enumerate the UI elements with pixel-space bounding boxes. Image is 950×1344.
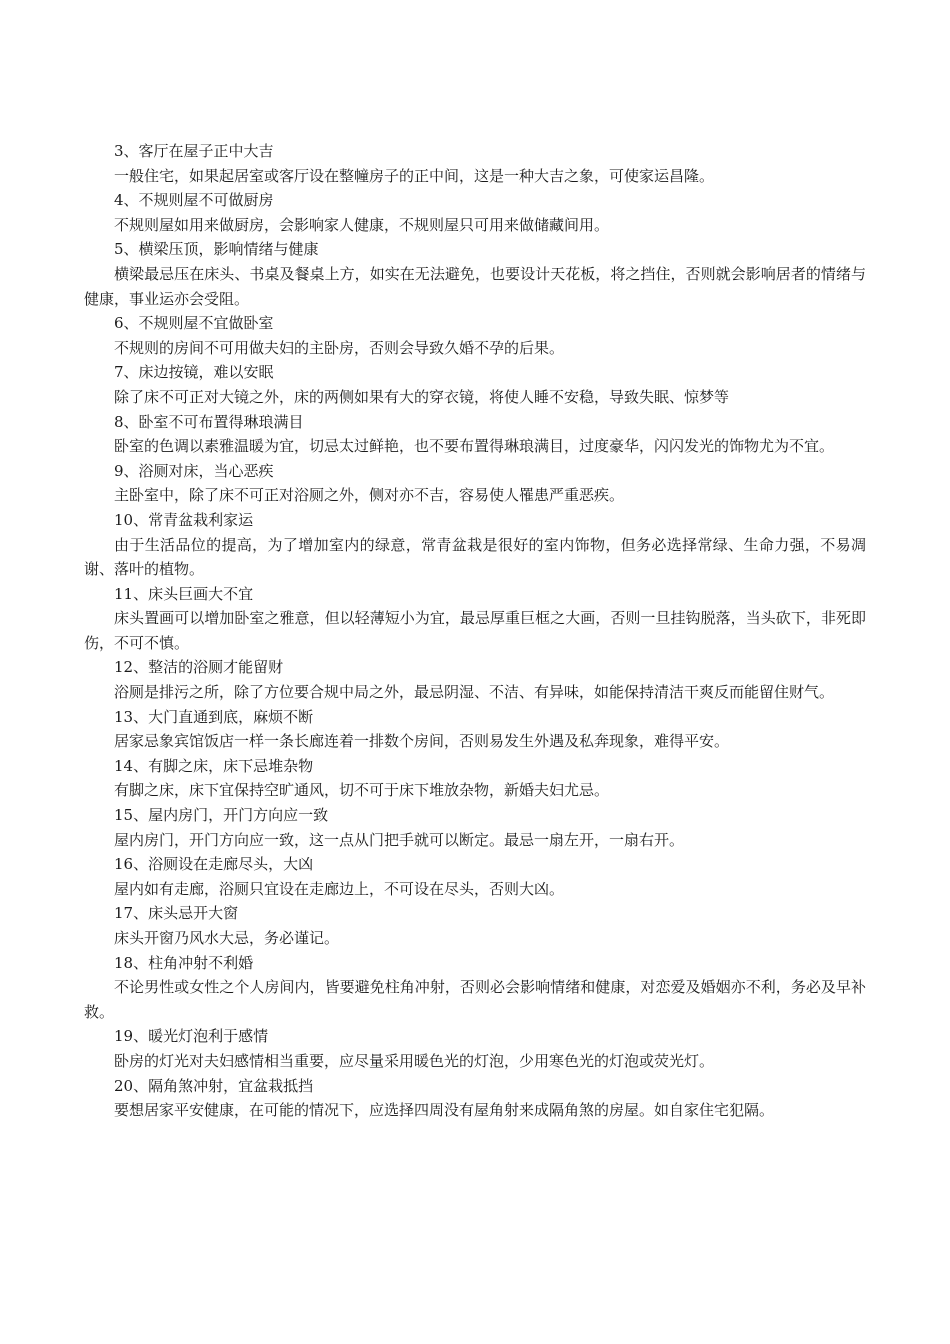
section-14-heading: 14、有脚之床，床下忌堆杂物 [114, 756, 314, 775]
section-5-body: 横梁最忌压在床头、书桌及餐桌上方，如实在无法避免，也要设计天花板，将之挡住，否则就会影响居者的情绪与健康，事业运亦会受阻。 [84, 264, 866, 308]
section-8-body: 卧室的色调以素雅温暖为宜，切忌太过鲜艳，也不要布置得琳琅满目，过度豪华，闪闪发光的饰物尤为不宜。 [114, 437, 835, 456]
section-11-body: 床头置画可以增加卧室之雅意，但以轻薄短小为宜，最忌厚重巨框之大画，否则一旦挂钩脱落，当头砍下，非死即伤，不可不慎。 [84, 609, 866, 652]
section-8-heading: 8、卧室不可布置得琳琅满目 [114, 412, 304, 431]
section-5-heading: 5、横梁压顶，影响情绪与健康 [114, 240, 319, 259]
section-11-heading: 11、床头巨画大不宜 [114, 584, 254, 603]
section-15-body: 屋内房门，开门方向应一致，这一点从门把手就可以断定。最忌一扇左开，一扇右开。 [114, 830, 685, 849]
section-3-heading: 3、客厅在屋子正中大吉 [114, 142, 274, 160]
document-page [84, 139, 866, 1123]
section-18-body: 不论男性或女性之个人房间内，皆要避免柱角冲射，否则必会影响情绪和健康，对恋爱及婚姻亦不利，务必及早补救。 [84, 978, 866, 1021]
section-19-heading: 19、暖光灯泡利于感情 [114, 1027, 269, 1046]
section-10-body: 由于生活品位的提高，为了增加室内的绿意，常青盆栽是很好的室内饰物，但务必选择常绿、生命力强，不易凋谢、落叶的植物。 [84, 535, 866, 579]
section-13-body: 居家忌象宾馆饭店一样一条长廊连着一排数个房间，否则易发生外遇及私奔现象，难得平安。 [114, 732, 730, 751]
section-20-heading: 20、隔角煞冲射，宜盆栽抵挡 [114, 1076, 314, 1095]
section-9-heading: 9、浴厕对床，当心恶疾 [114, 461, 274, 480]
section-14-body: 有脚之床，床下宜保持空旷通风，切不可于床下堆放杂物，新婚夫妇尤忌。 [114, 781, 610, 800]
section-19-body: 卧房的灯光对夫妇感情相当重要，应尽量采用暖色光的灯泡，少用寒色光的灯泡或荧光灯。 [114, 1051, 715, 1070]
section-13-heading: 13、大门直通到底，麻烦不断 [114, 707, 314, 726]
section-4-body: 不规则屋如用来做厨房，会影响家人健康，不规则屋只可用来做储藏间用。 [114, 215, 610, 234]
section-17-heading: 17、床头忌开大窗 [114, 904, 239, 923]
section-20-body: 要想居家平安健康，在可能的情况下，应选择四周没有屋角射来成隔角煞的房屋。如自家住宅犯隔。 [114, 1101, 775, 1120]
section-6-body: 不规则的房间不可用做夫妇的主卧房，否则会导致久婚不孕的后果。 [114, 338, 565, 357]
section-15-heading: 15、屋内房门，开门方向应一致 [114, 806, 329, 825]
section-16-heading: 16、浴厕设在走廊尽头，大凶 [114, 855, 314, 874]
section-10-heading: 10、常青盆栽利家运 [114, 510, 254, 529]
section-4-heading: 4、不规则屋不可做厨房 [114, 191, 274, 210]
section-3-body: 一般住宅，如果起居室或客厅设在整幢房子的正中间，这是一种大吉之象，可使家运昌隆。 [114, 166, 715, 185]
section-9-body: 主卧室中，除了床不可正对浴厕之外，侧对亦不吉，容易使人罹患严重恶疾。 [114, 486, 625, 505]
section-17-body: 床头开窗乃风水大忌，务必谨记。 [114, 929, 340, 947]
section-18-heading: 18、柱角冲射不利婚 [114, 953, 254, 972]
section-12-heading: 12、整洁的浴厕才能留财 [114, 658, 284, 677]
section-7-heading: 7、床边按镜，难以安眠 [114, 363, 274, 382]
section-16-body: 屋内如有走廊，浴厕只宜设在走廊边上，不可设在尽头，否则大凶。 [114, 879, 565, 898]
section-6-heading: 6、不规则屋不宜做卧室 [114, 314, 274, 333]
section-7-body: 除了床不可正对大镜之外，床的两侧如果有大的穿衣镜，将使人睡不安稳，导致失眠、惊梦等 [114, 387, 730, 406]
section-12-body: 浴厕是排污之所，除了方位要合规中局之外，最忌阴湿、不洁、有异味，如能保持清洁干爽反而能留住财气。 [114, 683, 835, 702]
